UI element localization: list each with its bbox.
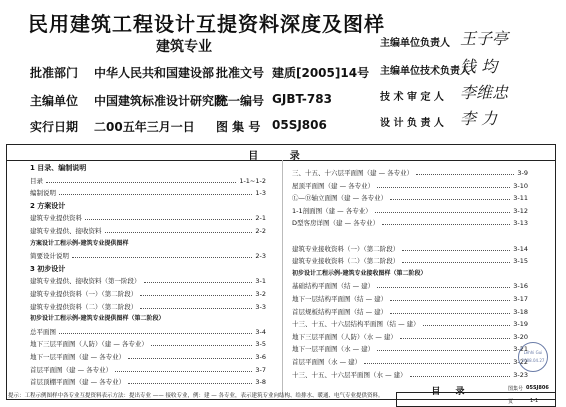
toc-leader-dots <box>402 262 510 263</box>
toc-entry <box>292 244 528 254</box>
toc-entry <box>292 256 528 266</box>
toc-entry-page: 3-4 <box>255 327 266 336</box>
toc-leader-dots <box>377 187 510 188</box>
tech-head-label: 主编单位技术负责人 <box>380 66 470 77</box>
toc-entry <box>30 327 266 337</box>
toc-entry-page: 3-7 <box>255 365 266 374</box>
toc-entry <box>30 302 266 312</box>
toc-entry-title: 十三、十五、十六层平面图（水 — 建） <box>292 370 407 379</box>
toc-leader-dots <box>105 232 253 233</box>
toc-entry-page: 3-6 <box>255 353 266 361</box>
toc-leader-dots <box>128 358 252 359</box>
toc-entry-page: 3-5 <box>255 340 266 349</box>
tech-head-signature: 钱 均 <box>460 57 498 76</box>
editor-unit-label: 主编单位 <box>30 94 79 108</box>
toc-section-heading <box>30 314 266 324</box>
toc-entry-title: 首层规板结构平面图（结 — 建） <box>292 307 388 316</box>
toc-entry-title: 2 方案设计 <box>30 201 66 210</box>
toc-entry-title: 初步设计工程示例-建筑专业提供图样（第二阶段） <box>30 315 165 323</box>
toc-section-heading <box>30 201 266 211</box>
toc-leader-dots <box>423 325 511 326</box>
toc-entry-title: 十三、十五、十六层结构平面图（结 — 建） <box>292 320 420 329</box>
unified-no-label: 统一编号 <box>216 94 265 108</box>
toc-entry <box>30 251 266 261</box>
toc-leader-dots <box>390 199 510 200</box>
toc-entry-page: 3-17 <box>513 295 528 303</box>
toc-entry-page: 3-22 <box>513 358 528 366</box>
atlas-number: 05SJ806 <box>526 385 549 391</box>
toc-entry-page: 3-9 <box>517 169 528 177</box>
page-number: 1-1 <box>530 398 539 404</box>
toc-entry-title: 地下三层平面图（人防）（建 — 各专业） <box>30 340 148 349</box>
toc-entry <box>30 213 266 223</box>
toc-entry-page: 2-3 <box>255 252 266 261</box>
toc-entry-page: 2-2 <box>255 227 266 235</box>
toc-entry <box>292 168 528 178</box>
toc-entry <box>292 319 528 329</box>
toc-entry-title: 总平面图 <box>30 327 56 336</box>
toc-entry-title: 简要设计说明 <box>30 252 69 261</box>
toc-leader-dots <box>59 333 252 334</box>
toc-leader-dots <box>390 313 510 314</box>
toc-entry-title: 首层平面图（水 — 建） <box>292 358 362 366</box>
stamp-line-1: Lehhi Gui <box>523 350 543 355</box>
tech-reviewer-signature: 李维忠 <box>460 83 509 102</box>
toc-entry <box>30 352 266 362</box>
toc-entry-page: 3-15 <box>513 257 528 266</box>
approval-stamp <box>518 342 548 372</box>
toc-entry-title: Ⓛ—Ⓓ轴立面图（建 — 各专业） <box>292 194 388 203</box>
design-head-signature: 李 力 <box>460 109 498 128</box>
toc-entry-title: 基础结构平面图（结 — 建） <box>292 282 375 291</box>
toc-entry-page: 3-19 <box>513 320 528 329</box>
approval-no-value: 建质[2005]14号 <box>272 66 370 80</box>
document-title: 民用建筑工程设计互提资料深度及图样 <box>28 12 385 36</box>
footer-note: 提示：工程示例图样中各专业互提资料表示方法：提出专业 —— 接收专业，例：建 — 各专业，表示建筑专业向结构、给排水、暖通、电气专业提供资料。 <box>8 393 384 399</box>
toc-entry-page: 3-10 <box>513 181 528 190</box>
toc-entry-title: 建筑专业接收资料（二）（第二阶段） <box>292 257 400 266</box>
effective-date-value: 二00五年三月一日 <box>94 120 195 134</box>
toc-entry <box>292 332 528 342</box>
toc-entry-title: 首层顶棚平面图（建 — 各专业） <box>30 378 126 387</box>
toc-entry-title: 1 目录、编制说明 <box>30 164 87 172</box>
toc-entry <box>30 365 266 375</box>
toc-entry <box>292 344 528 354</box>
toc-leader-dots <box>85 219 252 220</box>
approval-dept-label: 批准部门 <box>30 66 79 80</box>
effective-date-label: 实行日期 <box>30 120 79 134</box>
toc-entry <box>292 193 528 203</box>
toc-section-heading <box>30 239 266 249</box>
toc-entry-title: 目录 <box>30 176 43 185</box>
toc-entry-title: 建筑专业提供、接收资料 <box>30 227 102 235</box>
approval-dept-value: 中华人民共和国建设部 <box>94 66 215 80</box>
toc-entry-page: 3-8 <box>255 378 266 387</box>
toc-leader-dots <box>400 338 510 339</box>
toc-entry-title: 地下三层平面图（人防）（水 — 建） <box>292 332 397 341</box>
approval-no-label: 批准文号 <box>216 66 265 80</box>
chief-unit-head-signature: 王子亭 <box>460 29 509 48</box>
tech-reviewer-label: 技 术 审 定 人 <box>380 92 444 103</box>
toc-leader-dots <box>140 308 252 309</box>
toc-entry-title: 建筑专业提供资料（二）（第二阶段） <box>30 302 138 311</box>
toc-entry <box>292 181 528 191</box>
atlas-no-label: 图 集 号 <box>216 120 261 134</box>
toc-entry-title: 建筑专业提供资料（一）（第二阶段） <box>30 290 138 298</box>
toc-divider-line <box>6 160 556 161</box>
toc-leader-dots <box>377 350 510 351</box>
toc-entry-title: 建筑专业提供、接收资料（第一阶段） <box>30 277 141 286</box>
toc-entry <box>292 218 528 228</box>
toc-entry <box>30 377 266 387</box>
title-block-name: 目 录 <box>431 387 471 397</box>
page-label: 页 <box>508 399 514 405</box>
toc-entry-title: 方案设计工程示例-建筑专业提供图样 <box>30 239 129 247</box>
toc-entry-title: 建筑专业提供资料 <box>30 214 82 223</box>
toc-leader-dots <box>144 282 253 283</box>
toc-entry-title: 1-1剖面图（建 — 各专业） <box>292 206 372 215</box>
toc-entry <box>30 289 266 299</box>
toc-entry-page: 3-14 <box>513 244 528 253</box>
toc-leader-dots <box>59 194 252 195</box>
toc-section-heading <box>292 269 528 279</box>
toc-entry-title: 3 初步设计 <box>30 264 66 273</box>
toc-leader-dots <box>377 287 510 288</box>
stamp-line-2: 2008.04.27 <box>521 358 545 363</box>
toc-entry-title: 地下一层平面图（建 — 各专业） <box>30 353 126 361</box>
toc-section-heading <box>30 163 266 173</box>
unified-no-value: GJBT-783 <box>272 92 332 106</box>
toc-leader-dots <box>72 257 252 258</box>
toc-leader-dots <box>46 182 236 183</box>
toc-entry-title: 地下一层平面图（水 — 建） <box>292 345 375 354</box>
toc-entry <box>292 307 528 317</box>
toc-entry <box>30 276 266 286</box>
toc-entry-page: 1-3 <box>255 189 266 198</box>
document-subtitle: 建筑专业 <box>156 39 212 55</box>
toc-leader-dots <box>416 174 514 175</box>
toc-entry-page: 3-2 <box>255 290 266 298</box>
atlas-label: 图集号 <box>508 386 524 392</box>
toc-entry <box>30 176 266 186</box>
toc-entry-title: 屋顶平面图（建 — 各专业） <box>292 181 375 190</box>
toc-entry-page: 3-16 <box>513 282 528 291</box>
toc-entry-page: 3-20 <box>513 332 528 341</box>
toc-entry-page: 3-18 <box>513 307 528 316</box>
toc-leader-dots <box>402 250 510 251</box>
toc-leader-dots <box>382 224 510 225</box>
toc-entry-title: 建筑专业接收资料（一）（第二阶段） <box>292 244 400 253</box>
toc-entry-title: D型客房详图（建 — 各专业） <box>292 219 380 228</box>
toc-entry-page: 3-23 <box>513 370 528 379</box>
toc-entry-title: 首层平面图（建 — 各专业） <box>30 365 113 374</box>
toc-leader-dots <box>364 363 510 364</box>
toc-entry-title: 编制说明 <box>30 189 56 198</box>
design-head-label: 设 计 负 责 人 <box>380 118 444 129</box>
toc-entry-page: 2-1 <box>255 214 266 223</box>
toc-entry-page: 3-21 <box>513 345 528 354</box>
toc-entry-page: 3-1 <box>255 277 266 286</box>
cover-header <box>0 0 566 140</box>
toc-leader-dots <box>140 295 252 296</box>
toc-column-divider <box>282 160 283 398</box>
toc-entry <box>292 294 528 304</box>
toc-entry-page: 3-11 <box>513 194 528 203</box>
toc-entry <box>30 226 266 236</box>
toc-entry <box>30 188 266 198</box>
toc-entry-title: 地下一层结构平面图（结 — 建） <box>292 295 388 303</box>
toc-entry <box>292 370 528 380</box>
toc-entry-page: 3-13 <box>513 219 528 228</box>
toc-entry <box>30 339 266 349</box>
toc-entry-title: 初步设计工程示例-建筑专业接收图样（第二阶段） <box>292 269 427 277</box>
editor-unit-value: 中国建筑标准设计研究院 <box>94 94 227 108</box>
toc-entry-page: 1-1~1-2 <box>239 176 266 185</box>
toc-leader-dots <box>410 376 511 377</box>
chief-unit-head-label: 主编单位负责人 <box>380 38 450 49</box>
toc-title: 目 录 <box>248 151 314 162</box>
toc-entry <box>292 281 528 291</box>
toc-entry-page: 3-12 <box>513 206 528 215</box>
toc-leader-dots <box>115 371 252 372</box>
toc-leader-dots <box>128 383 252 384</box>
toc-entry-title: 三、十五、十六层平面图（建 — 各专业） <box>292 169 414 177</box>
toc-section-heading <box>30 264 266 274</box>
toc-leader-dots <box>390 300 510 301</box>
toc-leader-dots <box>151 345 252 346</box>
toc-entry <box>292 357 528 367</box>
toc-entry-page: 3-3 <box>255 302 266 311</box>
toc-leader-dots <box>375 212 510 213</box>
toc-entry <box>292 206 528 216</box>
atlas-no-value: 05SJ806 <box>272 118 327 132</box>
